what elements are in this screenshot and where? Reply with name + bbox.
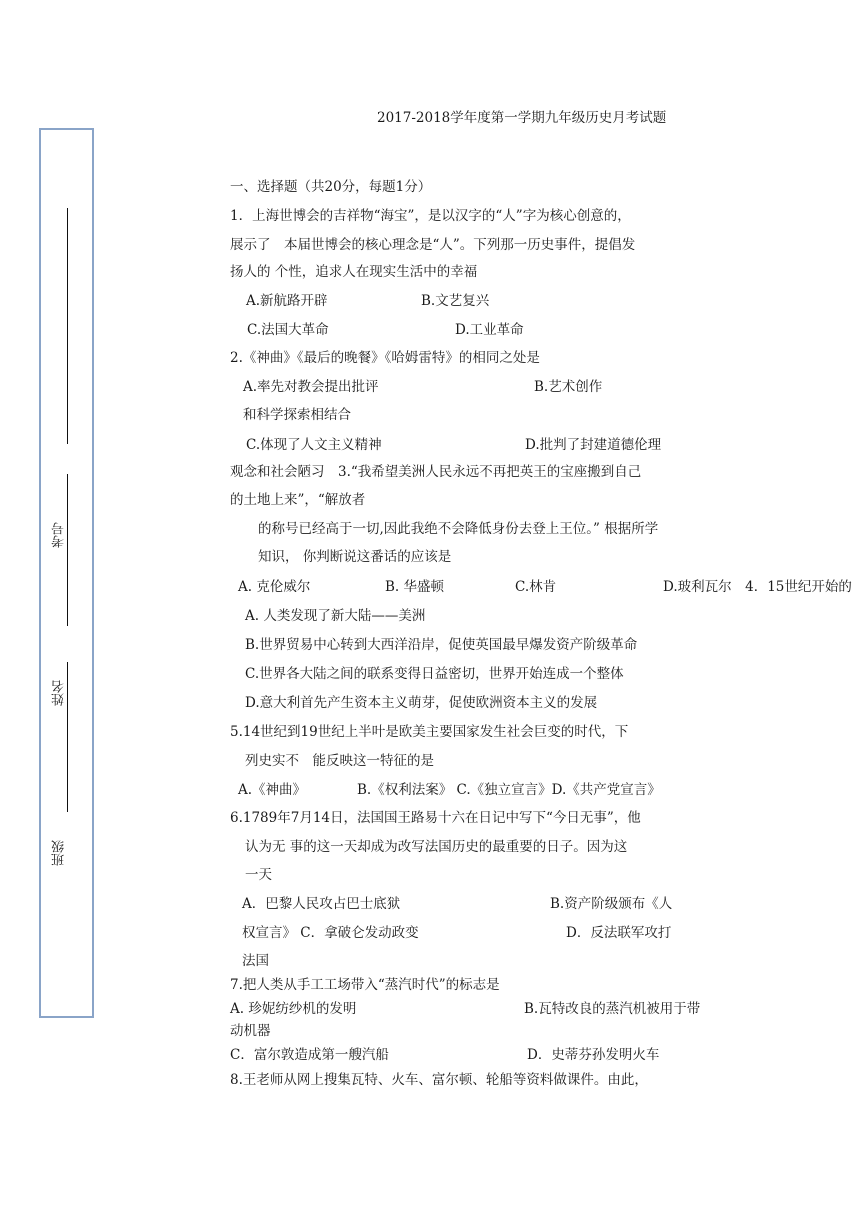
question-text: 5.14世纪到19世纪上半叶是欧美主要国家发生社会巨变的时代，下 <box>230 724 629 740</box>
question-text: 列史实不 能反映这一特征的是 <box>245 753 434 769</box>
question-text: 知识， 你判断说这番话的应该是 <box>258 549 452 565</box>
question-text: 扬人的 个性，追求人在现实生活中的幸福 <box>230 264 478 280</box>
answer-option: B.世界贸易中心转到大西洋沿岸，促使英国最早爆发资产阶级革命 <box>245 637 638 653</box>
question-text: 的称号已经高于一切,因此我绝不会降低身份去登上王位。” 根据所学 <box>258 521 659 537</box>
answer-option: C.体现了人文主义精神 <box>246 437 382 453</box>
answer-option: 动机器 <box>230 1023 271 1039</box>
question-text: 观念和社会陋习 3.“我希望美洲人民永远不再把英王的宝座搬到自己 <box>230 464 642 480</box>
answer-option: A.率先对教会提出批评 <box>243 379 379 395</box>
answer-option: A. 人类发现了新大陆——美洲 <box>245 608 426 624</box>
answer-option: 权宣言》 C．拿破仑发动政变 <box>242 925 419 941</box>
answer-option: C.法国大革命 <box>247 322 329 338</box>
answer-option: B.艺术创作 <box>534 379 603 395</box>
exam-title: 2017-2018学年度第一学期九年级历史月考试题 <box>377 110 667 126</box>
answer-option: 和科学探索相结合 <box>243 407 351 423</box>
answer-option: A.《神曲》 <box>238 782 307 798</box>
answer-option: 法国 <box>242 953 269 969</box>
answer-option: A.新航路开辟 <box>246 293 328 309</box>
question-text: 展示了 本届世博会的核心理念是“人”。下列那一历史事件，提倡发 <box>230 237 636 253</box>
answer-option: B. 华盛顿 <box>385 579 445 595</box>
question-text: 的土地上来”，“解放者 <box>230 492 366 508</box>
answer-option: B.资产阶级颁布《人 <box>550 896 673 912</box>
class-label: 班级 <box>52 840 67 866</box>
answer-option: D.玻利瓦尔 4．15世纪开始的 <box>663 579 852 595</box>
question-text: 7.把人类从手工工场带入“蒸汽时代”的标志是 <box>230 977 500 993</box>
answer-option: A. 克伦威尔 <box>238 579 311 595</box>
section-heading: 一、选择题（共20分，每题1分） <box>230 179 432 195</box>
question-text: 2.《神曲》《最后的晚餐》《哈姆雷特》的相同之处是 <box>230 350 540 366</box>
answer-option: D.批判了封建道德伦理 <box>525 437 662 453</box>
answer-option: C．富尔敦造成第一艘汽船 <box>230 1047 389 1063</box>
answer-option: B.瓦特改良的蒸汽机被用于带 <box>524 1001 701 1017</box>
answer-option: D.意大利首先产生资本主义萌芽，促使欧洲资本主义的发展 <box>245 695 598 711</box>
binding-line-exam-number <box>67 474 68 626</box>
answer-option: A. 珍妮纺纱机的发明 <box>230 1001 357 1017</box>
answer-option: D．史蒂芬孙发明火车 <box>527 1047 660 1063</box>
question-text: 1．上海世博会的吉祥物“海宝”，是以汉字的“人”字为核心创意的， <box>230 208 631 224</box>
answer-option: B.《权利法案》 C.《独立宣言》D.《共产党宣言》 <box>357 782 661 798</box>
answer-option: A．巴黎人民攻占巴士底狱 <box>242 896 401 912</box>
answer-option: B.文艺复兴 <box>421 293 490 309</box>
question-text: 认为无 事的这一天却成为改写法国历史的最重要的日子。因为这 <box>245 839 628 855</box>
question-text: 一天 <box>245 867 272 883</box>
answer-option: D．反法联军攻打 <box>566 925 672 941</box>
question-text: 8.王老师从网上搜集瓦特、火车、富尔顿、轮船等资料做课件。由此， <box>230 1072 648 1088</box>
question-text: 6.1789年7月14日，法国国王路易十六在日记中写下“今日无事”，他 <box>230 810 641 826</box>
answer-option: C.世界各大陆之间的联系变得日益密切，世界开始连成一个整体 <box>245 666 624 682</box>
answer-option: D.工业革命 <box>455 322 524 338</box>
name-label: 姓名 <box>52 680 67 706</box>
binding-line-top <box>67 208 68 444</box>
exam-number-label: 考号 <box>52 522 67 548</box>
answer-option: C.林肯 <box>515 579 557 595</box>
